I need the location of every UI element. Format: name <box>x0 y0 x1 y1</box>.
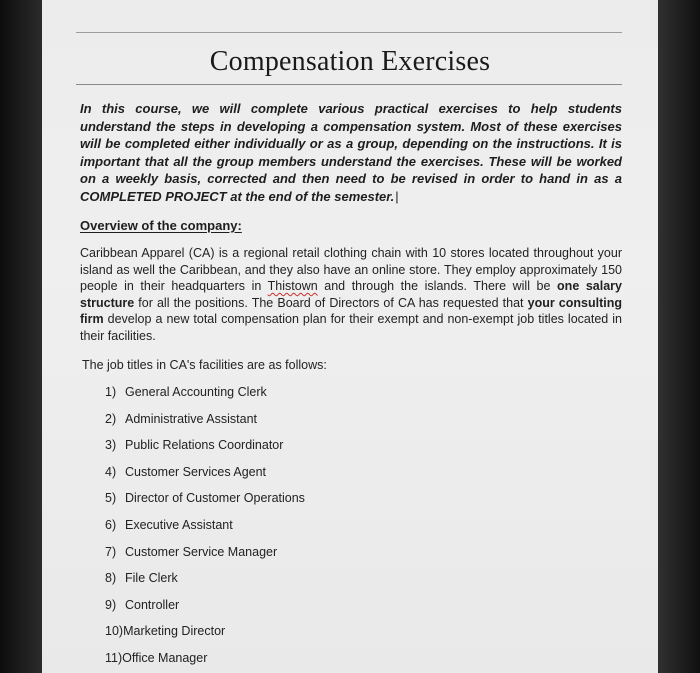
overview-text-3: for all the positions. The Board of Directors of CA has requested that <box>134 295 528 310</box>
job-title: File Clerk <box>125 571 178 586</box>
list-number: 11) <box>105 650 123 665</box>
intro-text: In this course, we will complete various practical exercises to help students understand the steps in developing a compensation system. Most of these exercises will be completed either individually or as a group, depending on the instructions. It is important that all the group members understand the exercises. These will be worked on a weekly basis, corrected and then need to be revised in order to hand in as a COMPLETED PROJECT at the end of the semester. <box>80 101 622 204</box>
job-title: Public Relations Coordinator <box>125 438 284 453</box>
overview-bold-1: one salary structure <box>80 279 622 310</box>
list-number: 2) <box>105 411 117 426</box>
job-title: Administrative Assistant <box>125 411 257 426</box>
list-item <box>105 465 305 492</box>
list-number: 7) <box>105 544 117 559</box>
list-item <box>105 571 305 598</box>
list-number: 5) <box>105 491 117 506</box>
list-number: 4) <box>105 464 117 479</box>
intro-paragraph[interactable] <box>80 100 622 205</box>
list-number: 10) <box>105 624 124 639</box>
job-title: General Accounting Clerk <box>125 385 267 399</box>
overview-text-4: develop a new total compensation plan for their exempt and non-exempt job titles located in their facilities. <box>80 312 622 343</box>
spellcheck-word[interactable]: Thistown <box>267 279 318 293</box>
list-item <box>105 412 305 439</box>
list-item <box>105 651 305 673</box>
top-divider <box>76 32 622 33</box>
overview-text-2: and through the islands. There will be <box>317 279 558 293</box>
overview-bold-2: your consulting firm <box>80 295 622 326</box>
list-item <box>105 438 305 465</box>
list-number: 9) <box>105 597 117 612</box>
text-cursor: | <box>395 188 399 204</box>
list-item <box>105 491 305 518</box>
title-divider <box>76 84 622 85</box>
list-number: 6) <box>105 517 117 532</box>
job-title: Marketing Director <box>123 624 226 639</box>
overview-paragraph <box>80 245 622 344</box>
list-number: 8) <box>105 571 117 586</box>
job-list-intro: The job titles in CA's facilities are as follows: <box>82 358 327 372</box>
job-title: Customer Service Manager <box>125 544 278 559</box>
job-title-list <box>105 385 305 673</box>
list-number: 1) <box>105 385 117 399</box>
job-title: Executive Assistant <box>125 517 233 532</box>
list-item <box>105 545 305 572</box>
job-title: Customer Services Agent <box>125 464 267 479</box>
list-item <box>105 385 305 412</box>
page-title: Compensation Exercises <box>209 46 491 77</box>
overview-heading: Overview of the company: <box>80 218 242 233</box>
list-item <box>105 624 305 651</box>
overview-text-1: Caribbean Apparel (CA) is a regional retail clothing chain with 10 stores located throughout your island as well the Caribbean, and they also have an online store. They employ approximately 150 people in their headquarters in <box>80 246 622 293</box>
list-item <box>105 518 305 545</box>
job-title: Director of Customer Operations <box>125 491 305 506</box>
job-title: Controller <box>125 597 180 612</box>
list-item <box>105 598 305 625</box>
list-number: 3) <box>105 438 117 453</box>
job-title: Office Manager <box>122 650 208 665</box>
document-page[interactable] <box>42 0 658 673</box>
